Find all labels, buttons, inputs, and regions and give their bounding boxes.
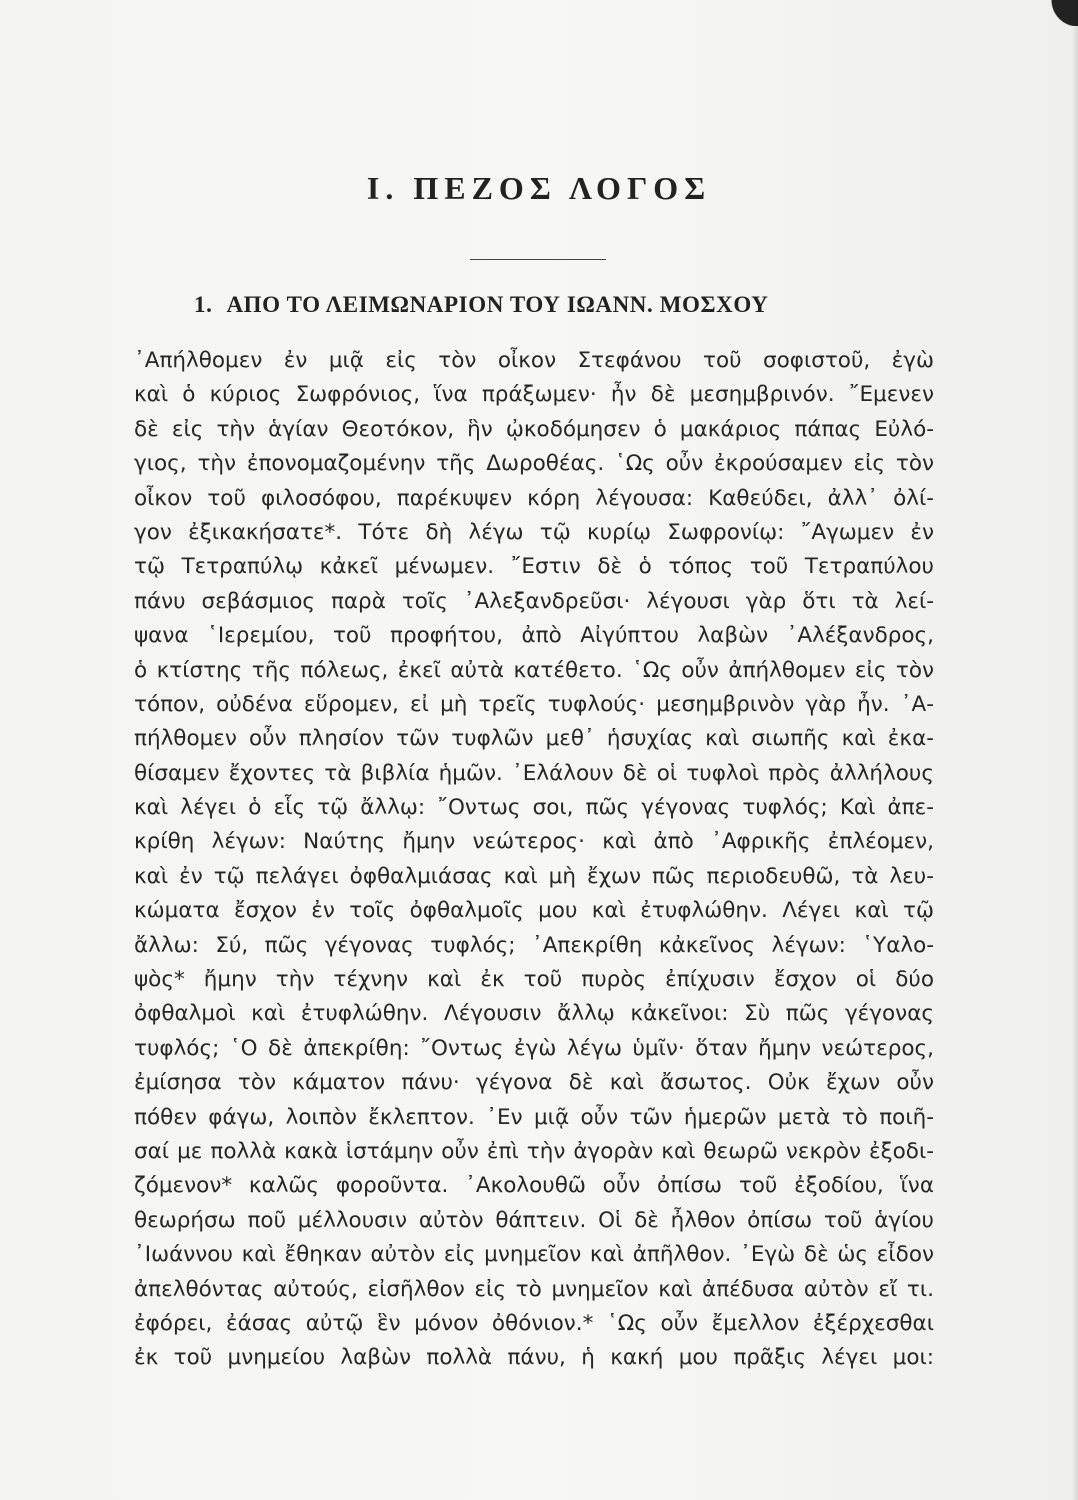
text-line: κρίθη λέγων: Ναύτης ἤμην νεώτερος· καὶ ἀπὸ ᾿Αφρικῆς ἐπλέομεν,	[134, 829, 934, 855]
text-line: τυφλός; ῾Ο δὲ ἀπεκρίθη: ῎Οντως ἐγὼ λέγω ὑμῖν· ὅταν ἤμην νεώτερος,	[134, 1035, 934, 1061]
body-text	[134, 344, 934, 1376]
text-line: πάνυ σεβάσμιος παρὰ τοῖς ᾿Αλεξανδρεῦσι· λέγουσι γὰρ ὅτι τὰ λεί-	[134, 588, 934, 614]
section-title: Ι. ΠΕΖΟΣ ΛΟΓΟΣ	[366, 170, 712, 206]
text-line: δὲ εἰς τὴν ἁγίαν Θεοτόκον, ἣν ᾠκοδόμησεν ὁ μακάριος πάπας Εὐλό-	[134, 416, 934, 442]
text-line: ψὸς* ἤμην τὴν τέχνην καὶ ἐκ τοῦ πυρὸς ἐπίχυσιν ἔσχον οἱ δύο	[134, 967, 934, 993]
text-line: ἐφόρει, ἐάσας αὐτῷ ἓν μόνον ὀθόνιον.* ῾Ως οὖν ἔμελλον ἐξέρχεσθαι	[134, 1310, 934, 1336]
text-line: ἐκ τοῦ μνημείου λαβὼν πολλὰ πάνυ, ἡ κακή μου πρᾶξις λέγει μοι:	[134, 1345, 934, 1371]
text-line: ὀφθαλμοὶ καὶ ἐτυφλώθην. Λέγουσιν ἄλλῳ κἀκεῖνοι: Σὺ πῶς γέγονας	[134, 1001, 934, 1027]
page-corner-shadow	[1018, 0, 1078, 26]
text-line: κώματα ἔσχον ἐν τοῖς ὀφθαλμοῖς μου καὶ ἐτυφλώθην. Λέγει καὶ τῷ	[134, 898, 934, 924]
text-line: πόθεν φάγω, λοιπὸν ἔκλεπτον. ᾿Εν μιᾷ οὖν τῶν ἡμερῶν μετὰ τὸ ποιῆ-	[134, 1104, 934, 1130]
text-line: θίσαμεν ἔχοντες τὰ βιβλία ἡμῶν. ᾿Ελάλουν δὲ οἱ τυφλοὶ πρὸς ἀλλήλους	[134, 760, 934, 786]
text-line: καὶ ἐν τῷ πελάγει ὀφθαλμιάσας καὶ μὴ ἔχων πῶς περιοδευθῶ, τὰ λευ-	[134, 863, 934, 889]
chapter-heading	[194, 292, 894, 318]
text-line: τόπον, οὐδένα εὕρομεν, εἰ μὴ τρεῖς τυφλούς· μεσημβρινὸν γὰρ ἦν. ᾿Α-	[134, 691, 934, 717]
text-line: ζόμενον* καλῶς φοροῦντα. ᾿Ακολουθῶ οὖν ὀπίσω τοῦ ἐξοδίου, ἵνα	[134, 1173, 934, 1199]
chapter-title: ΑΠΟ ΤΟ ΛΕΙΜΩΝΑΡΙΟΝ ΤΟΥ ΙΩΑΝΝ. ΜΟΣΧΟΥ	[226, 292, 769, 317]
text-line: θεωρήσω ποῦ μέλλουσιν αὐτὸν θάπτειν. Οἱ δὲ ἦλθον ὀπίσω τοῦ ἁγίου	[134, 1207, 934, 1233]
text-line: καὶ λέγει ὁ εἷς τῷ ἄλλῳ: ῎Οντως σοι, πῶς γέγονας τυφλός; Καὶ ἀπε-	[134, 795, 934, 821]
text-line: ᾿Ιωάννου καὶ ἔθηκαν αὐτὸν εἰς μνημεῖον καὶ ἀπῆλθον. ᾿Εγὼ δὲ ὡς εἶδον	[134, 1242, 934, 1268]
text-line: καὶ ὁ κύριος Σωφρόνιος, ἵνα πράξωμεν· ἦν δὲ μεσημβρινόν. ῎Εμενεν	[134, 382, 934, 408]
chapter-number: 1.	[194, 292, 213, 317]
text-line: ἐμίσησα τὸν κάματον πάνυ· γέγονα δὲ καὶ ἄσωτος. Οὐκ ἔχων οὖν	[134, 1070, 934, 1096]
text-line: ἀπελθόντας αὐτούς, εἰσῆλθον εἰς τὸ μνημεῖον καὶ ἀπέδυσα αὐτὸν εἴ τι.	[134, 1276, 934, 1302]
text-line: τῷ Τετραπύλῳ κἀκεῖ μένωμεν. ῎Εστιν δὲ ὁ τόπος τοῦ Τετραπύλου	[134, 554, 934, 580]
text-line: ὁ κτίστης τῆς πόλεως, ἐκεῖ αὐτὰ κατέθετο. ῾Ως οὖν ἀπήλθομεν εἰς τὸν	[134, 657, 934, 683]
text-line: σαί με πολλὰ κακὰ ἱστάμην οὖν ἐπὶ τὴν ἀγορὰν καὶ θεωρῶ νεκρὸν ἐξοδι-	[134, 1138, 934, 1164]
text-line: ἄλλω: Σύ, πῶς γέγονας τυφλός; ᾿Απεκρίθη κἀκεῖνος λέγων: ῾Υαλο-	[134, 932, 934, 958]
text-line: ᾿Απήλθομεν ἐν μιᾷ εἰς τὸν οἶκον Στεφάνου τοῦ σοφιστοῦ, ἐγὼ	[134, 348, 934, 373]
text-line: οἶκον τοῦ φιλοσόφου, παρέκυψεν κόρη λέγουσα: Καθεύδει, ἀλλ᾿ ὀλί-	[134, 485, 934, 511]
text-line: γιος, τὴν ἐπονομαζομένην τῆς Δωροθέας. ῾Ως οὖν ἐκρούσαμεν εἰς τὸν	[134, 451, 934, 477]
text-line: γον ἐξικακήσατε*. Τότε δὴ λέγω τῷ κυρίῳ Σωφρονίῳ: ῎Αγωμεν ἐν	[134, 519, 934, 545]
text-line: ψανα ῾Ιερεμίου, τοῦ προφήτου, ἀπὸ Αἰγύπτου λαβὼν ᾿Αλέξανδρος,	[134, 623, 934, 649]
page-edge-shadow	[1072, 0, 1078, 1500]
title-divider	[470, 259, 606, 260]
text-line: πήλθομεν οὖν πλησίον τῶν τυφλῶν μεθ᾿ ἡσυχίας καὶ σιωπῆς καὶ ἐκα-	[134, 726, 934, 752]
